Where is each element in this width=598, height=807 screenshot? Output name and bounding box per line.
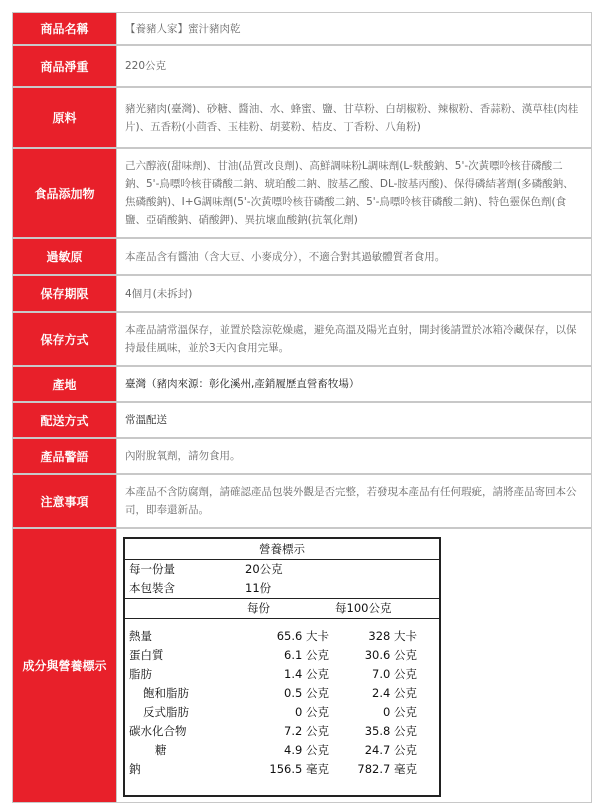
spec-label-ingredients: 原料 [12, 87, 117, 148]
nutrient-per-serving: 7.2 公克 [284, 724, 329, 738]
nutrition-row [125, 684, 439, 703]
serving-size-row [125, 560, 439, 579]
spec-value-shelf-life: 4個月(未拆封) [117, 275, 592, 312]
spec-value-ingredients: 豬光豬肉(臺灣)、砂糖、醬油、水、蜂蜜、鹽、甘草粉、白胡椒粉、辣椒粉、香蒜粉、漢草桂(肉桂片)、五香粉(小茴香、玉桂粉、胡荽粉、桔皮、丁香粉、八角粉) [117, 87, 592, 148]
spec-value-storage: 本產品請常溫保存，並置於陰涼乾燥處，避免高溫及陽光直射，開封後請置於冰箱冷藏保存，以保持最佳風味，並於3天內食用完畢。 [117, 312, 592, 366]
spec-value-name: 【養豬人家】蜜汁豬肉乾 [117, 12, 592, 45]
spec-label-origin: 產地 [12, 366, 117, 402]
spec-row-storage [12, 312, 592, 366]
nutrient-name: 蛋白質 [129, 648, 164, 662]
nutrient-per-serving: 156.5 毫克 [269, 762, 329, 776]
spec-label-warning: 產品警語 [12, 438, 117, 474]
nutrient-per-100g: 328 大卡 [368, 629, 417, 643]
nutrient-per-100g: 35.8 公克 [364, 724, 417, 738]
nutrient-per-100g: 24.7 公克 [364, 743, 417, 757]
nutrition-row [125, 665, 439, 684]
nutrition-column-header [125, 599, 439, 619]
nutrition-row [125, 646, 439, 665]
serving-size-label: 每一份量 [129, 562, 175, 576]
nutrient-per-serving: 6.1 公克 [284, 648, 329, 662]
nutrient-name: 糖 [155, 743, 167, 757]
spec-value-origin: 臺灣（豬肉來源：彰化溪州,產銷履歷直營畜牧場） [117, 366, 592, 402]
nutrient-per-serving: 0.5 公克 [284, 686, 329, 700]
nutrition-facts-box [123, 537, 441, 797]
serving-size-value: 20公克 [245, 562, 283, 576]
spec-value-nutrition [117, 528, 592, 803]
spec-value-delivery: 常溫配送 [117, 402, 592, 438]
spec-value-weight: 220公克 [117, 45, 592, 87]
spec-value-allergen: 本產品含有醬油（含大豆、小麥成分），不適合對其過敏體質者食用。 [117, 238, 592, 275]
col-per-100g: 每100公克 [335, 601, 392, 615]
spec-row-origin [12, 366, 592, 402]
spec-row-name [12, 12, 592, 45]
nutrient-per-100g: 30.6 公克 [364, 648, 417, 662]
spec-label-name: 商品名稱 [12, 12, 117, 45]
spec-row-shelf-life [12, 275, 592, 312]
spec-label-weight: 商品淨重 [12, 45, 117, 87]
spec-label-shelf-life: 保存期限 [12, 275, 117, 312]
nutrient-per-serving: 1.4 公克 [284, 667, 329, 681]
spec-label-additives: 食品添加物 [12, 148, 117, 238]
spec-row-additives [12, 148, 592, 238]
nutrient-name: 鈉 [129, 762, 141, 776]
nutrient-name: 熱量 [129, 629, 152, 643]
spec-label-allergen: 過敏原 [12, 238, 117, 275]
spec-label-notes: 注意事項 [12, 474, 117, 528]
nutrient-per-serving: 4.9 公克 [284, 743, 329, 757]
nutrient-per-100g: 7.0 公克 [372, 667, 417, 681]
spec-row-delivery [12, 402, 592, 438]
spec-value-notes: 本產品不含防腐劑，請確認產品包裝外觀是否完整，若發現本產品有任何瑕疵，請將產品寄回本公司，即奉還新品。 [117, 474, 592, 528]
servings-per-pack-label: 本包裝含 [129, 581, 175, 595]
nutrition-row [125, 703, 439, 722]
spec-label-delivery: 配送方式 [12, 402, 117, 438]
nutrition-title: 營養標示 [125, 539, 439, 560]
nutrient-name: 反式脂肪 [143, 705, 189, 719]
nutrient-per-serving: 0 公克 [295, 705, 329, 719]
spec-value-additives: 己六醇液(甜味劑)、甘油(品質改良劑)、高鮮調味粉L調味劑(L-麩酸鈉、5'-次黃嘌呤核苷磷酸二鈉、5'-鳥嘌呤核苷磷酸二鈉、琥珀酸二鈉、胺基乙酸、DL-胺基丙酸)、保得磷結著劑(多磷酸鈉、焦磷酸鈉)、I+G調味劑(5'-次黃嘌呤核苷磷酸二鈉、5'-鳥嘌呤核苷磷酸二鈉)、特色靈保色劑(食鹽、亞硝酸鈉、硝酸鉀)、異抗壞血酸鈉(抗氧化劑) [117, 148, 592, 238]
nutrient-per-100g: 0 公克 [383, 705, 417, 719]
nutrient-name: 飽和脂肪 [143, 686, 189, 700]
spec-row-warning [12, 438, 592, 474]
spacer [125, 619, 439, 627]
col-per-serving: 每份 [247, 601, 270, 615]
spec-row-allergen [12, 238, 592, 275]
nutrient-name: 脂肪 [129, 667, 152, 681]
spec-row-weight [12, 45, 592, 87]
nutrition-row [125, 760, 439, 779]
servings-per-pack-row [125, 579, 439, 599]
spacer [125, 779, 439, 795]
spec-row-notes [12, 474, 592, 528]
nutrition-row [125, 741, 439, 760]
spec-label-nutrition: 成分與營養標示 [12, 528, 117, 803]
spec-value-warning: 內附脫氧劑，請勿食用。 [117, 438, 592, 474]
nutrient-name: 碳水化合物 [129, 724, 187, 738]
servings-per-pack-value: 11份 [245, 581, 272, 595]
nutrient-per-serving: 65.6 大卡 [276, 629, 329, 643]
nutrient-per-100g: 782.7 毫克 [357, 762, 417, 776]
nutrition-row [125, 722, 439, 741]
spec-row-ingredients [12, 87, 592, 148]
spec-label-storage: 保存方式 [12, 312, 117, 366]
nutrient-per-100g: 2.4 公克 [372, 686, 417, 700]
nutrition-row [125, 627, 439, 646]
spec-row-nutrition [12, 528, 592, 803]
